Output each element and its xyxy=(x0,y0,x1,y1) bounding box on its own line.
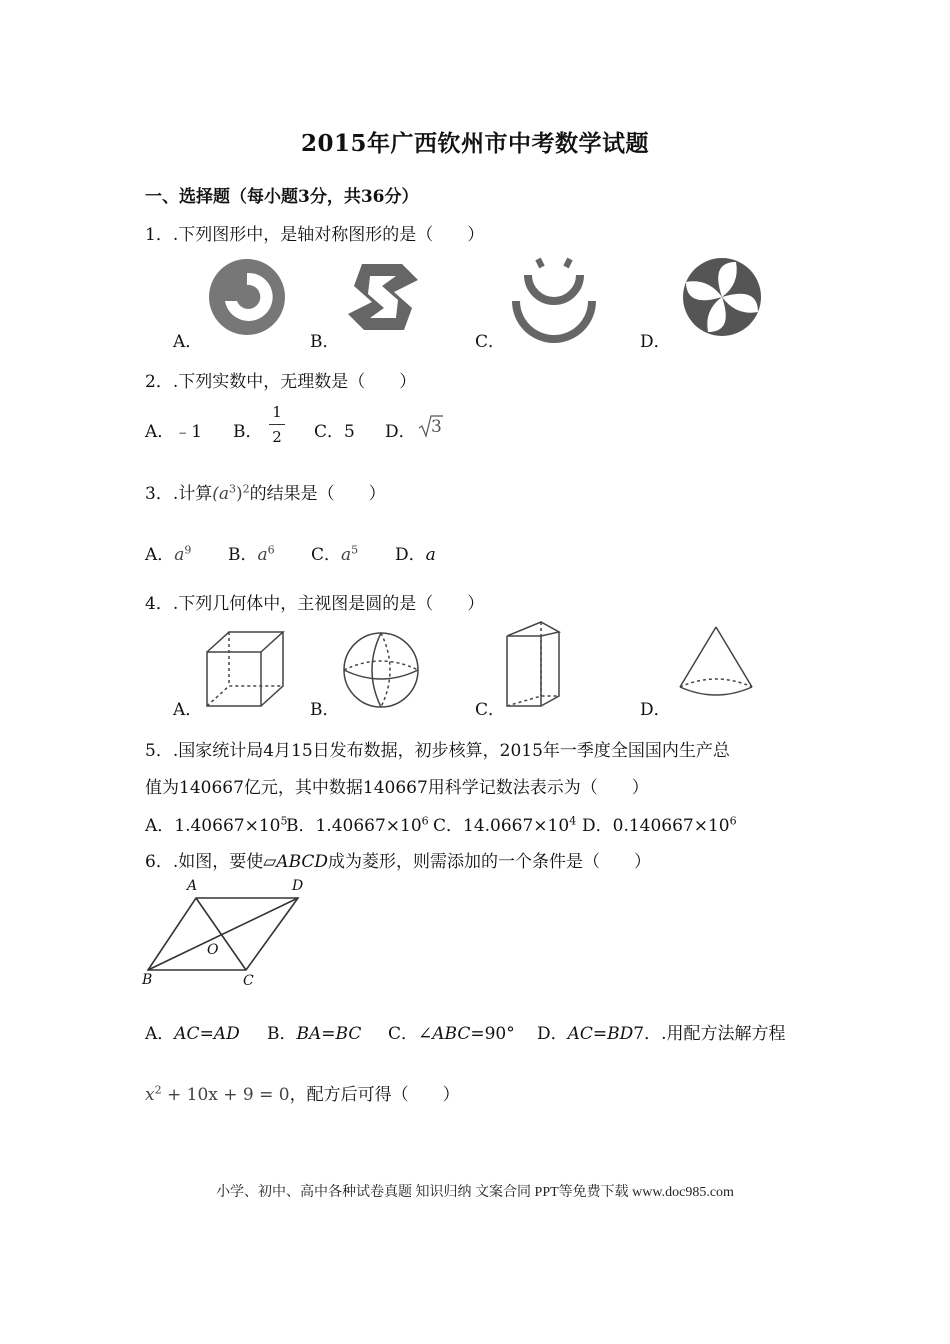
q5-option-a: A．$1.40667\times 10^5$ xyxy=(145,814,288,836)
q3-expr-exp2: 2 xyxy=(242,482,250,496)
fraction-bar xyxy=(269,424,285,425)
q4-figure-b-sphere-icon xyxy=(341,630,421,710)
q6-label-a: A xyxy=(187,878,198,894)
question-7-stem: $x^2 + 10x + 9 = 0$，配方后可得（ ） xyxy=(145,1083,460,1105)
q3-expr-close: ) xyxy=(236,484,243,504)
page-title: 2015年广西钦州市中考数学试题 xyxy=(300,130,649,157)
q1-option-b: B． xyxy=(310,332,340,352)
question-5-line-2: 值为140667亿元，其中数据140667用科学记数法表示为（ ） xyxy=(145,778,649,798)
question-4-stem: 4．.下列几何体中，主视图是圆的是（ ） xyxy=(145,594,485,614)
question-3-stem xyxy=(145,479,386,504)
question-2-stem: 2．.下列实数中，无理数是（ ） xyxy=(145,372,417,392)
q6-label-b: B xyxy=(142,972,153,988)
q4-option-c: C． xyxy=(475,700,506,720)
q1-option-c: C． xyxy=(475,332,506,352)
q6-option-d: D．AC=BD7．.用配方法解方程 xyxy=(537,1024,786,1044)
q4-figure-a-cube-icon xyxy=(205,630,287,708)
question-6-stem: 6．.如图，要使▱ABCD成为菱形，则需添加的一个条件是（ ） xyxy=(145,852,652,872)
q4-option-d: D． xyxy=(640,700,671,720)
q1-option-a: A． xyxy=(173,332,203,352)
q1-figure-c-arc-symbol-icon xyxy=(508,255,600,345)
footer-text: 小学、初中、高中各种试卷真题 知识归纳 文案合同 PPT等免费下载 www.doc985.com xyxy=(216,1185,734,1200)
q2-fraction xyxy=(269,404,285,445)
q2-fraction-denominator: 2 xyxy=(272,428,282,446)
q1-figure-a-spiral-icon xyxy=(205,255,290,340)
q6-option-c: C．∠ABC=90° xyxy=(388,1024,515,1044)
q6-label-o: O xyxy=(207,942,219,958)
q5-option-b: B．$1.40667\times 10^6$ xyxy=(286,814,429,836)
q6-option-a: A．AC=AD xyxy=(145,1024,240,1044)
q2-option-a: A．﹣1 xyxy=(145,422,203,442)
q3-option-c: C．$a^5$ xyxy=(311,543,359,565)
q3-stem-post: 的结果是（ ） xyxy=(249,484,386,504)
q2-fraction-numerator: 1 xyxy=(272,403,282,421)
q3-stem-pre: 3．.计算 xyxy=(145,484,213,504)
q6-label-d: D xyxy=(292,878,304,894)
q5-option-d: D．$0.140667\times 10^6$ xyxy=(582,814,737,836)
q4-option-b: B． xyxy=(310,700,340,720)
q1-figure-b-s-logo-icon xyxy=(342,256,424,338)
q6-option-b: B．BA=BC xyxy=(267,1024,362,1044)
q3-expr-exp1: 3 xyxy=(229,482,237,496)
q3-expr-base: (a xyxy=(212,484,230,504)
q2-sqrt-radicand: 3 xyxy=(431,417,442,437)
q4-figure-d-cone-icon xyxy=(678,625,756,699)
q3-option-a: A．$a^9$ xyxy=(145,543,192,565)
q5-option-c: C．$14.0667\times 10^4$ xyxy=(433,814,577,836)
q2-option-c: C．5 xyxy=(314,422,355,442)
q3-option-d: D．a xyxy=(395,545,436,565)
q1-option-d: D． xyxy=(640,332,671,352)
q2-option-d: D． xyxy=(385,422,416,442)
question-5-line-1: 5．.国家统计局4月15日发布数据，初步核算，2015年一季度全国国内生产总 xyxy=(145,741,730,761)
q6-parallelogram-diagram xyxy=(140,878,315,988)
question-1-stem: 1．.下列图形中，是轴对称图形的是（ ） xyxy=(145,225,485,245)
q4-figure-c-prism-icon xyxy=(505,620,561,710)
q2-option-b: B． xyxy=(233,422,263,442)
q1-figure-d-pinwheel-icon xyxy=(680,256,764,338)
q3-option-b: B．$a^6$ xyxy=(228,543,275,565)
section-heading: 一、选择题（每小题3分，共36分） xyxy=(145,187,419,207)
q4-option-a: A． xyxy=(173,700,203,720)
q6-label-c: C xyxy=(243,973,254,989)
